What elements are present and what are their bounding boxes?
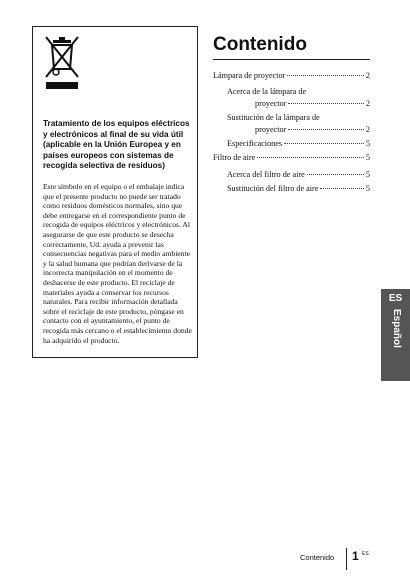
toc-page-number: 5 (365, 169, 370, 179)
toc-entry-sustitucion-del-filtro[interactable]: Sustitución del filtro de aire 5 (227, 184, 370, 194)
toc-title: Contenido (213, 34, 307, 55)
toc-entry-filtro-de-aire[interactable]: Filtro de aire 5 (213, 153, 370, 163)
toc-page-number: 5 (365, 139, 370, 149)
toc-entry-sustitucion-de-la-lampara[interactable]: Sustitución de la lámpara de proyector 2 (227, 113, 370, 134)
language-name: Español (391, 309, 402, 348)
toc-page-number: 2 (365, 124, 370, 134)
footer-section-label: Contenido (300, 553, 335, 562)
weee-notice-title: Tratamiento de los equipos eléctricos y electrónicos al final de su vida útil (aplicable en la Unión Europea y en países europeos con sistemas de recogida selectiva de residuos) (43, 119, 190, 171)
toc-page-number: 5 (365, 184, 370, 194)
toc-page-number: 2 (365, 71, 370, 80)
language-side-tab (381, 289, 410, 381)
toc-page-number: 5 (365, 153, 370, 163)
toc-page-number: 2 (365, 98, 370, 108)
footer-page-suffix: ES (362, 551, 369, 557)
toc-list (213, 70, 370, 200)
weee-notice-box (32, 26, 198, 358)
toc-entry-acerca-de-la-lampara[interactable]: Acerca de la lámpara de proyector 2 (227, 87, 370, 108)
toc-entry-acerca-del-filtro[interactable]: Acerca del filtro de aire 5 (227, 169, 370, 179)
toc-title-rule (213, 59, 370, 60)
footer-divider (346, 548, 347, 570)
toc-entry-especificaciones[interactable]: Especificaciones 5 (227, 139, 370, 149)
footer-page-number: 1 (352, 549, 359, 563)
language-code: ES (388, 293, 403, 304)
crossed-out-wheelie-bin-icon (43, 33, 81, 91)
toc-entry-lampara-de-proyector[interactable]: Lámpara de proyector 2 (213, 71, 370, 80)
weee-notice-body: Este símbolo en el equipo o el embalaje indica que el presente producto no puede ser tratado como residuos domésticos normales, sino que debe entregarse en el correspondiente punto de recogida de equipos eléctricos y electrónicos. Al asegurarse de que este producto se desecha correctamente, Ud. ayuda a prevenir las consecuencias negativas para el medio ambiente y la salud humana que podrían derivarse de la incorrecta manipulación en el momento de deshacerse de este producto. El reciclaje de materiales ayuda a conservar los recursos naturales. Para recibir información detallada sobre el reciclaje de este producto, póngase en contacto con el ayuntamiento, el punto de recogida más cercano o el establecimiento donde ha adquirido el producto. (43, 182, 192, 345)
